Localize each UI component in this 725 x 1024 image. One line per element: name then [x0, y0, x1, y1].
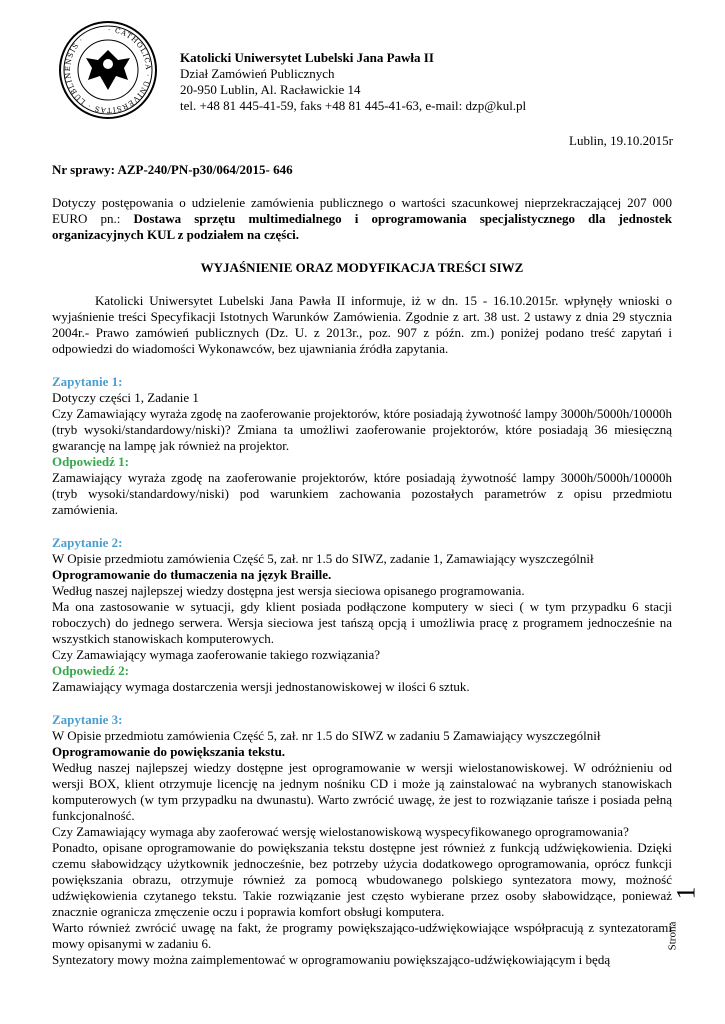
question-3-line: W Opisie przedmiotu zamówienia Część 5, zał. nr 1.5 do SIWZ w zadaniu 5 Zamawiający wyszczególnił [52, 728, 601, 743]
case-number: Nr sprawy: AZP-240/PN-p30/064/2015- 646 [52, 162, 293, 177]
subject-bold: Dostawa sprzętu multimedialnego i oprogramowania specjalistycznego dla jednostek organizacyjnych KUL z podziałem na części. [52, 211, 673, 242]
question-2-text-c: Czy Zamawiający wymaga zaoferowanie takiego rozwiązania? [52, 647, 381, 662]
question-2-label: Zapytanie 2: [52, 535, 123, 550]
page-number: 1 [671, 886, 701, 900]
letterhead [180, 50, 526, 114]
answer-1-text: Zamawiający wyraża zgodę na zaoferowanie projektorów, które posiadają żywotność lampy 3000h/5000h/10000h (tryb wysoki/standardowy/niski) pod warunkiem zachowania pozostałych parametrów z opisu przedmiotu zamówienia. [52, 470, 672, 517]
question-1-text: Czy Zamawiający wyraża zgodę na zaoferowanie projektorów, które posiadają żywotność lampy 3000h/5000h/10000h (tryb wysoki/standardowy/niski)? Zmiana ta umożliwi zaoferowanie projektorów, które posiadają 36 miesięczną gwarancję na lampę jak również na projektor. [52, 406, 672, 453]
question-3-text-c: Ponadto, opisane oprogramowanie do powiększania tekstu dostępne jest również z funkcją udźwiękowienia. Dzięki czemu słabowidzący użytkownik jednocześnie, bez potrzeby użycia dodatkowego oprogramowania, oprócz funkcji powiększania obrazu, otrzymuje również za pomocą wbudowanego polskiego syntezatora mowy, możność udźwiękowienia czytanego tekstu. Takie rozwiązanie jest często wybierane przez osoby słabowidzące, ponieważ znacznie ogranicza zmęczenie oczu i poprawia komfort obsługi komputera. [52, 840, 672, 919]
question-2-bold: Oprogramowanie do tłumaczenia na język Braille. [52, 567, 332, 582]
department-name: Dział Zamówień Publicznych [180, 66, 335, 81]
question-3-label: Zapytanie 3: [52, 712, 123, 727]
question-3-text-e: Syntezatory mowy można zaimplementować w oprogramowaniu powiększająco-udźwiękowiającym i będą [52, 952, 611, 967]
question-3-text-a: Według naszej najlepszej wiedzy dostępne jest oprogramowanie w wersji wielostanowiskowej. W odróżnieniu od wersji BOX, klient otrzymuje licencję na jednym nośniku CD i może ją zainstalować na wybranych stanowiskach komputerowych (w tym przypadku na dwunastu). Warto zwrócić uwagę, że jest to rozwiązanie tańsze i posiada pełną funkcjonalność. [52, 760, 672, 823]
intro-paragraph: Katolicki Uniwersytet Lubelski Jana Pawła II informuje, iż w dn. 15 - 16.10.2015r. wpłynęły wnioski o wyjaśnienie treści Specyfikacji Istotnych Warunków Zamówienia. Zgodnie z art. 38 ust. 2 ustawy z dnia 29 stycznia 2004r.- Prawo zamówień publicznych (Dz. U. z 2013r., poz. 907 z późn. zm.) poniżej podano treść zapytań i odpowiedzi do wiadomości Wykonawców, bez ujawniania źródła zapytania. [52, 293, 672, 356]
question-2-line: W Opisie przedmiotu zamówienia Część 5, zał. nr 1.5 do SIWZ, zadanie 1, Zamawiający wyszczególnił [52, 551, 594, 566]
question-2-text-a: Według naszej najlepszej wiedzy dostępna jest wersja sieciowa opisanego programowania. [52, 583, 525, 598]
question-3-text-d: Warto również zwrócić uwagę na fakt, że programy powiększająco-udźwiękowiające współpracują z syntezatorami mowy opisanymi w zadaniu 6. [52, 920, 672, 951]
page-number-marker [666, 886, 706, 970]
question-3-bold: Oprogramowanie do powiększania tekstu. [52, 744, 286, 759]
answer-1-label: Odpowiedź 1: [52, 454, 129, 469]
document-date: Lublin, 19.10.2015r [569, 133, 673, 148]
question-2-text-b: Ma ona zastosowanie w sytuacji, gdy klient posiada podłączone komputery w sieci ( w tym przypadku 6 stacji roboczych) do jednego serwera. Wersja sieciowa jest tańszą opcją i umożliwia pracę z programem jednocześnie na wszystkich stanowiskach komputerowych. [52, 599, 672, 646]
question-3-text-b: Czy Zamawiający wymaga aby zaoferować wersję wielostanowiskową wyspecyfikowanego oprogramowania? [52, 824, 629, 839]
university-seal-logo [58, 20, 158, 120]
answer-2-label: Odpowiedź 2: [52, 663, 129, 678]
address: 20-950 Lublin, Al. Racławickie 14 [180, 82, 361, 97]
subject-text: Dotyczy postępowania o udzielenie zamówienia publicznego o wartości szacunkowej nieprzekraczającej 207 000 EURO pn.: [52, 195, 672, 226]
question-1-label: Zapytanie 1: [52, 374, 123, 389]
institution-name: Katolicki Uniwersytet Lubelski Jana Pawła II [180, 50, 434, 65]
page-label: Strona [666, 921, 679, 951]
document-title: WYJAŚNIENIE ORAZ MODYFIKACJA TREŚCI SIWZ [200, 260, 524, 275]
subject-paragraph [52, 195, 672, 243]
answer-2-text: Zamawiający wymaga dostarczenia wersji jednostanowiskowej w ilości 6 sztuk. [52, 679, 470, 694]
document-body [52, 162, 672, 968]
contact-info: tel. +48 81 445-41-59, faks +48 81 445-41-63, e-mail: dzp@kul.pl [180, 98, 527, 113]
svg-text:· CATHOLICA · UNIVERSITAS · LU: · CATHOLICA · UNIVERSITAS · LUBLINENSIS · [63, 25, 153, 115]
question-1-line: Dotyczy części 1, Zadanie 1 [52, 390, 199, 405]
